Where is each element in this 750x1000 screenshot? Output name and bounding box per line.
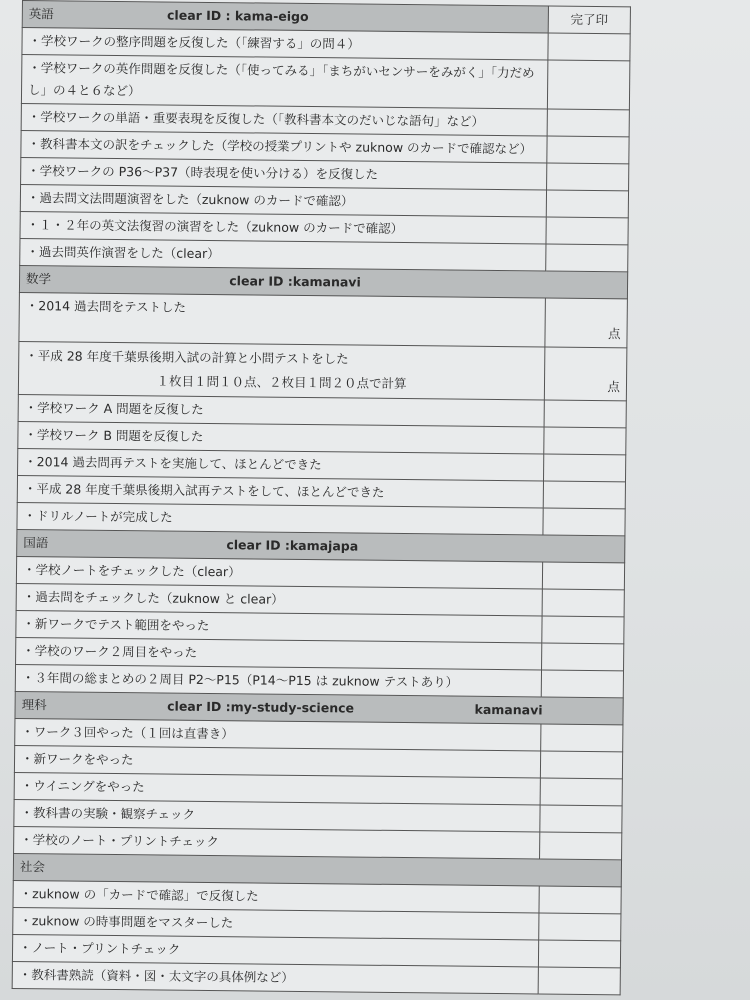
check-box[interactable] [542,562,624,590]
score-box[interactable] [545,298,628,348]
social-item-1: ・zuknow の「カードで確認」で反復した [13,880,539,913]
check-box[interactable] [540,778,622,806]
check-box[interactable] [539,886,621,914]
japanese-item-4: ・学校のワーク２周目をやった [16,637,542,670]
check-box[interactable] [538,940,620,968]
english-item-2: ・学校ワークの英作問題を反復した（「使ってみる」「まちがいセンサーをみがく」「力だめし」の４と６など） [21,55,547,110]
math-item-1: ・2014 過去問をテストした [25,298,187,315]
english-item-3: ・学校ワークの単語・重要表現を反復した（「教科書本文のだいじな語句」など） [21,103,547,136]
point-unit: 点 [607,379,621,395]
science-item-5: ・学校のノート・プリントチェック [14,826,540,859]
japanese-subject: 国語 [23,535,49,551]
english-item-7: ・１・２年の英文法復習の演習をした（zuknow のカードで確認） [20,211,546,244]
social-item-4: ・教科書熟読（資料・図・太文字の具体例など） [12,961,538,994]
japanese-item-5: ・３年間の総まとめの２周目 P2〜P15（P14〜P15 は zuknow テストあり） [15,664,541,697]
score-box[interactable] [544,347,627,401]
english-item-4: ・教科書本文の訳をチェックした（学校の授業プリントや zuknow のカードで確認など） [21,130,547,163]
check-box[interactable] [547,136,629,164]
math-clear-id: clear ID :kamanavi [229,273,361,290]
mark-header: 完了印 [548,6,630,34]
science-item-1: ・ワーク３回やった（１回は直書き） [15,718,541,751]
check-box[interactable] [543,508,625,536]
checklist-sheet [12,0,630,995]
social-item-2: ・zuknow の時事問題をマスターした [13,907,539,940]
check-box[interactable] [547,60,630,110]
social-subject: 社会 [19,859,46,875]
check-box[interactable] [547,163,629,191]
science-clear-id: clear ID :my-study-science [167,698,355,716]
check-box[interactable] [542,616,624,644]
english-subject: 英語 [28,6,54,22]
check-box[interactable] [539,913,621,941]
english-clear-id: clear ID : kama-eigo [166,7,309,25]
check-box[interactable] [543,481,625,509]
point-unit: 点 [607,326,621,342]
english-item-6: ・過去問文法問題演習をした（zuknow のカードで確認） [20,184,546,217]
japanese-item-3: ・新ワークでテスト範囲をやった [16,610,542,643]
list-item [18,341,627,400]
checklist-table [12,0,631,995]
english-item-1: ・学校ワークの整序問題を反復した（「練習する」の問４） [22,28,548,61]
check-box[interactable] [546,217,628,245]
check-box[interactable] [542,643,624,671]
check-box[interactable] [544,400,626,428]
check-box[interactable] [542,589,624,617]
list-item [21,55,629,110]
science-item-4: ・教科書の実験・観察チェック [14,799,540,832]
check-box[interactable] [541,724,623,752]
check-box[interactable] [540,832,622,860]
scoring-note: １枚目１問１０点、２枚目１問２０点で計算 [156,373,407,392]
math-item-3: ・学校ワーク A 問題を反復した [18,394,544,427]
check-box[interactable] [546,190,628,218]
science-extra-id: kamanavi [474,701,543,718]
science-item-2: ・新ワークをやった [14,745,540,778]
japanese-clear-id: clear ID :kamajapa [226,537,359,554]
check-box[interactable] [546,244,628,272]
math-item-4: ・学校ワーク B 問題を反復した [18,421,544,454]
check-box[interactable] [548,33,630,61]
check-box[interactable] [547,109,629,137]
check-box[interactable] [541,670,623,698]
science-item-3: ・ウイニングをやった [14,772,540,805]
math-item-2: ・平成 28 年度千葉県後期入試の計算と小問テストをした [25,348,349,367]
check-box[interactable] [538,967,620,995]
english-item-8: ・過去問英作演習をした（clear） [20,238,546,271]
check-box[interactable] [543,454,625,482]
check-box[interactable] [544,427,626,455]
check-box[interactable] [540,751,622,779]
check-box[interactable] [540,805,622,833]
list-item [19,292,627,347]
list-item [12,961,620,994]
japanese-item-2: ・過去問をチェックした（zuknow と clear） [16,583,542,616]
social-item-3: ・ノート・プリントチェック [12,934,538,967]
math-item-6: ・平成 28 年度千葉県後期入試再テストをして、ほとんどできた [17,475,543,508]
english-item-5: ・学校ワークの P36〜P37（時表現を使い分ける）を反復した [21,157,547,190]
science-subject: 理科 [21,697,47,713]
math-item-5: ・2014 過去問再テストを実施して、ほとんどできた [18,448,544,481]
math-item-7: ・ドリルノートが完成した [17,502,543,535]
japanese-item-1: ・学校ノートをチェックした（clear） [16,556,542,589]
math-subject: 数学 [26,271,52,287]
